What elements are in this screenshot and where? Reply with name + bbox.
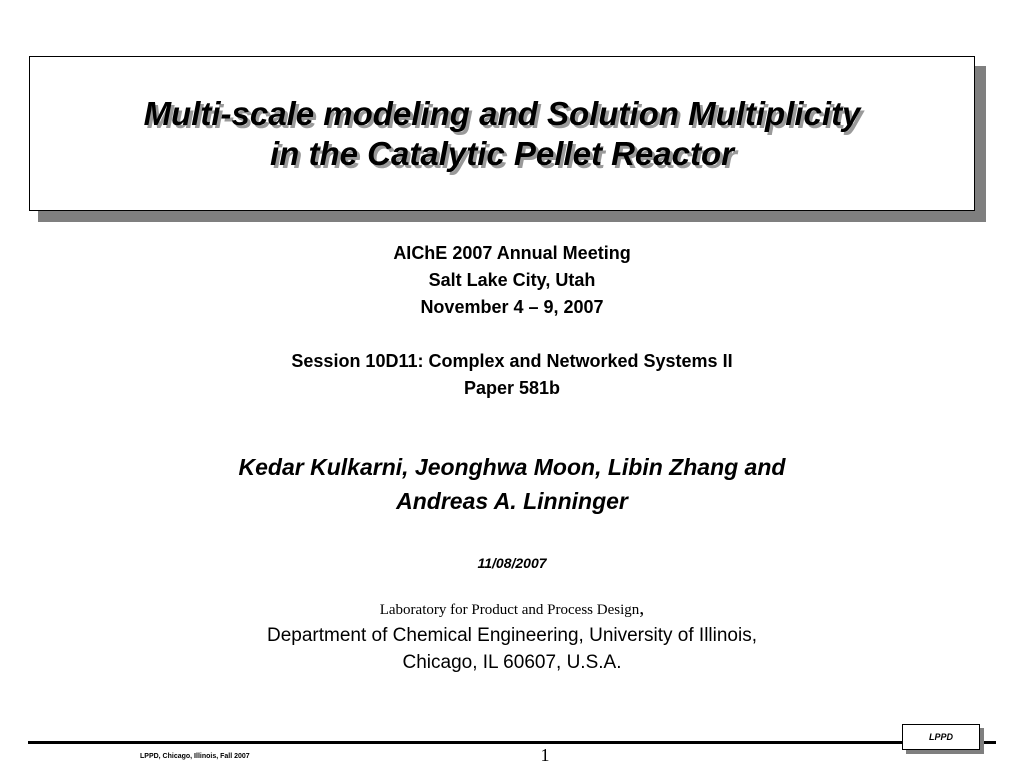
session-name: Session 10D11: Complex and Networked Systems II xyxy=(291,351,733,371)
footer-caption: LPPD, Chicago, Illinois, Fall 2007 xyxy=(140,753,250,760)
meeting-info xyxy=(0,240,1024,321)
lab-comma: , xyxy=(639,597,645,619)
footer-divider xyxy=(28,741,996,744)
department-address: Chicago, IL 60607, U.S.A. xyxy=(402,652,622,673)
author-list xyxy=(0,450,1024,518)
paper-number: Paper 581b xyxy=(463,378,561,398)
page-number: 1 xyxy=(540,745,550,765)
lab-name: Laboratory for Product and Process Design xyxy=(379,602,640,618)
session-info xyxy=(0,348,1024,402)
lab-name-line xyxy=(0,598,1024,620)
meeting-name: AIChE 2007 Annual Meeting xyxy=(393,243,631,263)
authors-line-1: Kedar Kulkarni, Jeonghwa Moon, Libin Zhang and xyxy=(238,454,786,480)
department-name: Department of Chemical Engineering, University of Illinois, xyxy=(267,625,757,646)
authors-line-2: Andreas A. Linninger xyxy=(396,488,628,514)
meeting-location: Salt Lake City, Utah xyxy=(428,270,596,290)
meeting-dates: November 4 – 9, 2007 xyxy=(420,297,604,317)
slide-title-line-1: Multi-scale modeling and Solution Multiplicity xyxy=(143,94,861,132)
footer-badge: LPPD xyxy=(902,724,980,750)
department-info xyxy=(0,622,1024,676)
slide-title-line-2: in the Catalytic Pellet Reactor xyxy=(270,134,734,172)
presentation-date: 11/08/2007 xyxy=(477,555,547,571)
title-box xyxy=(29,56,975,211)
